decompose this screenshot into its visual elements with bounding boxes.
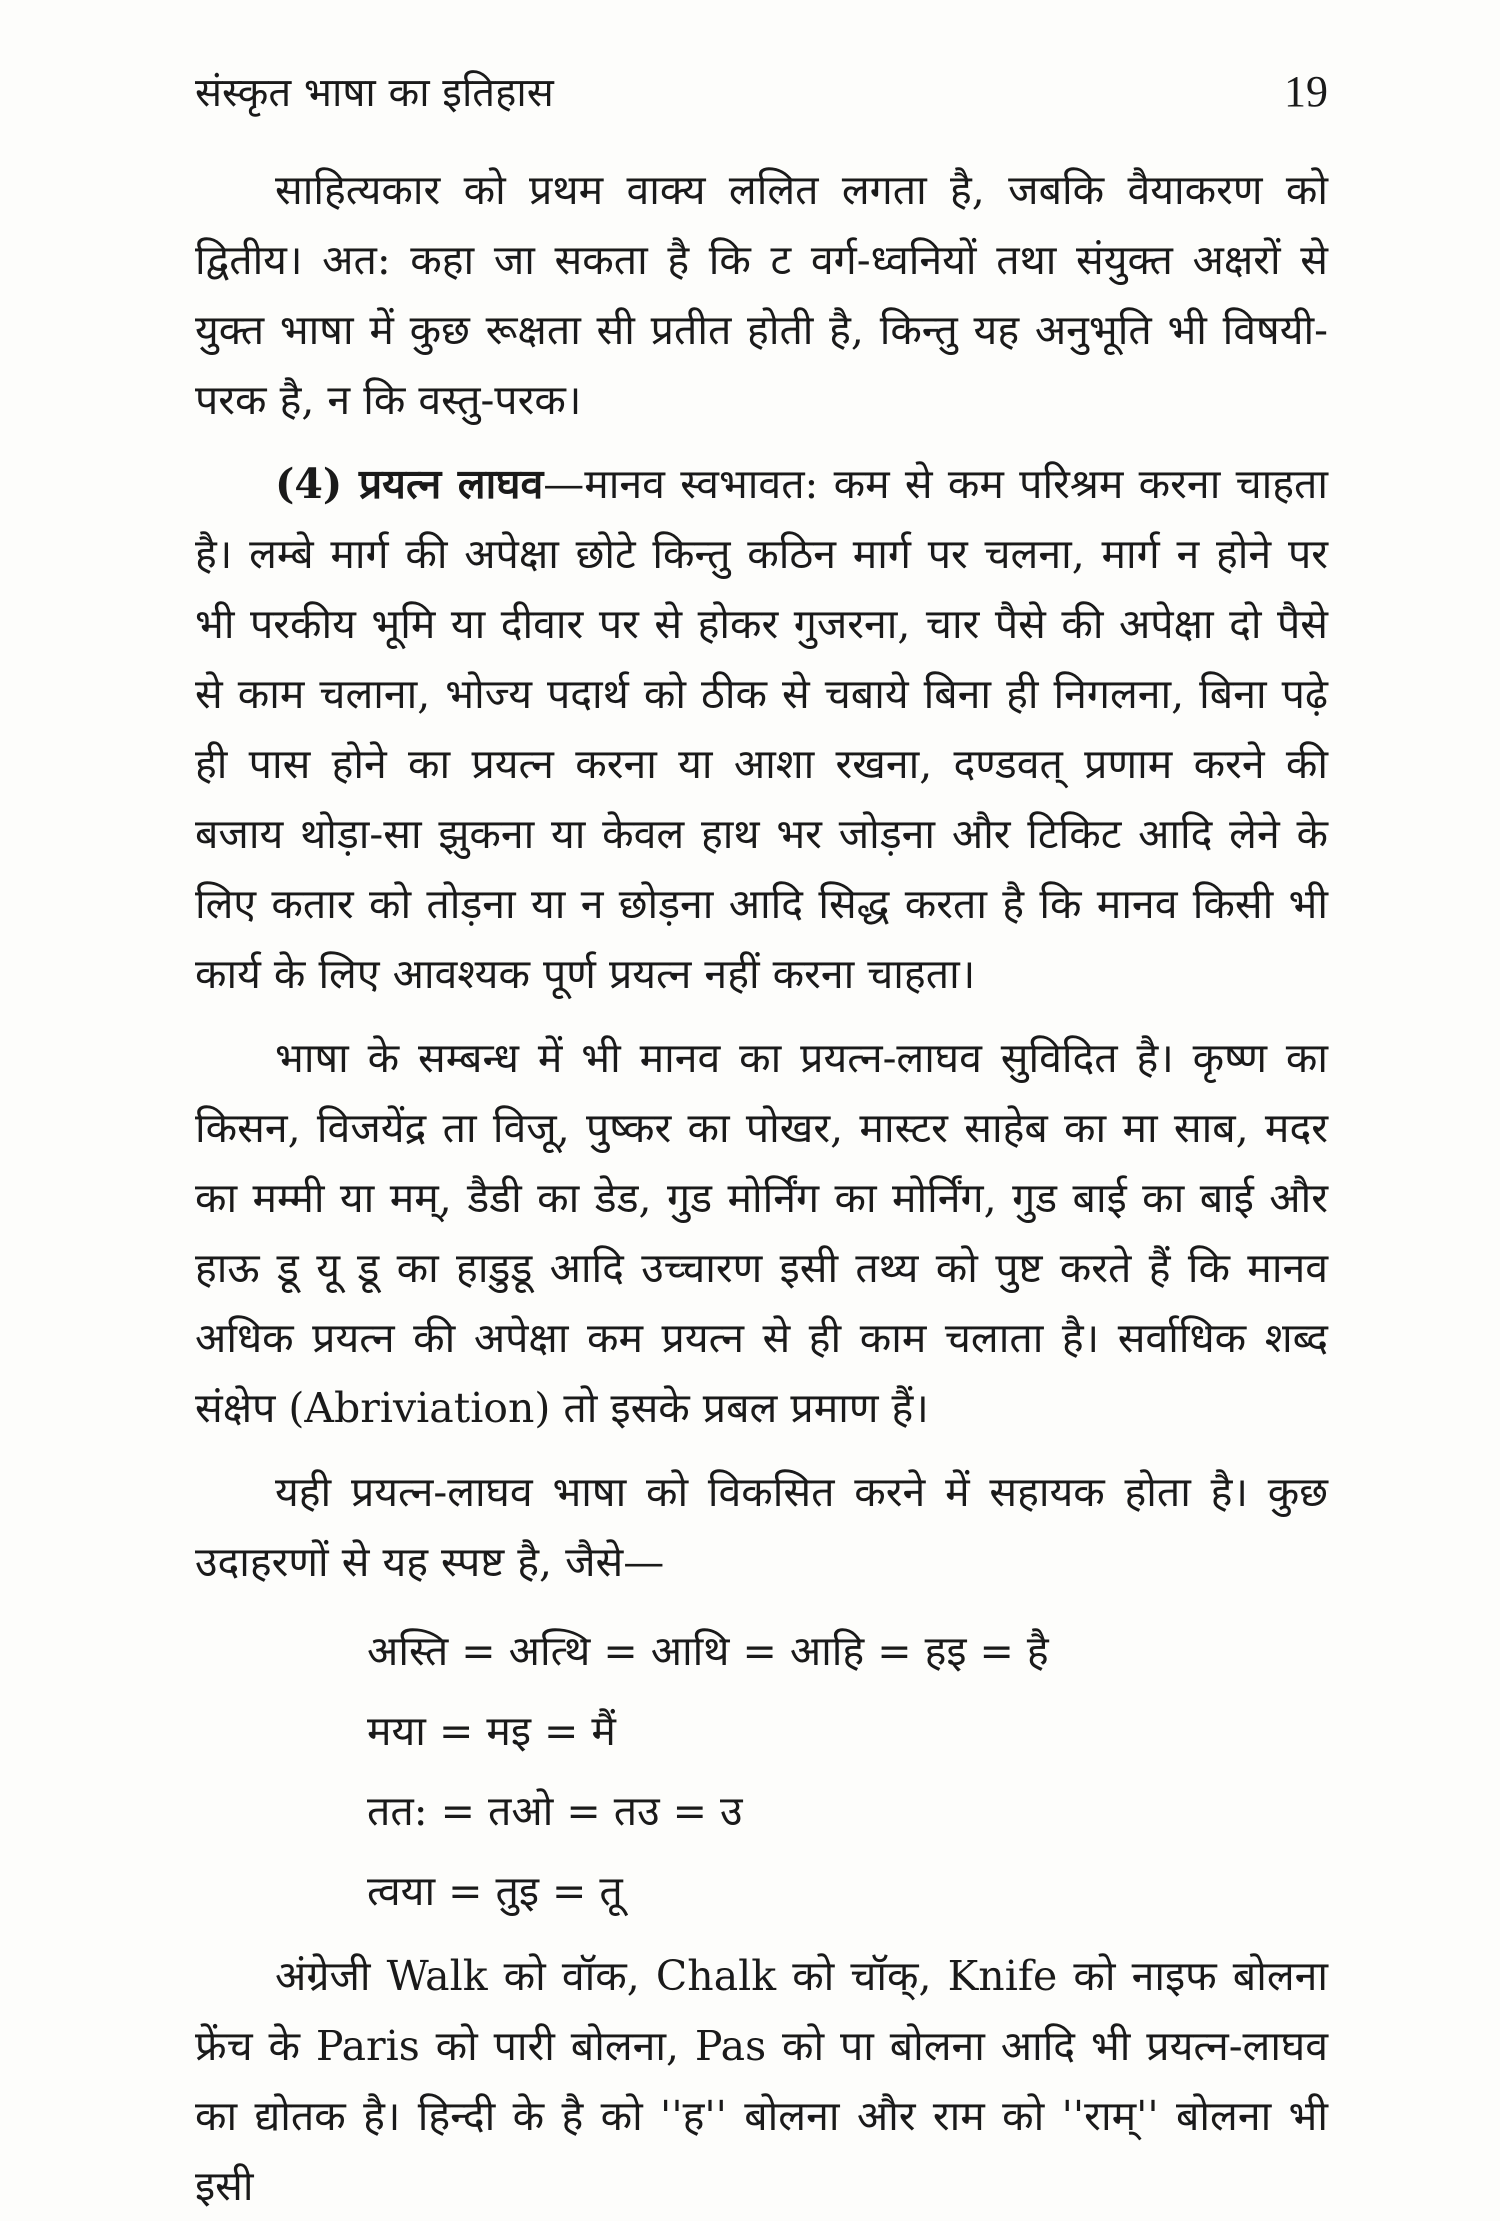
paragraph-2 [195,449,1328,1009]
example-item: तत: = तओ = तउ = उ [367,1787,743,1835]
page-number: 19 [1284,67,1328,116]
example-list [367,1611,1328,1931]
example-item: त्वया = तुइ = तू [367,1867,623,1915]
paragraph-1: साहित्यकार को प्रथम वाक्य ललित लगता है, जबकि वैयाकरण को द्वितीय। अत: कहा जा सकता है कि ट वर्ग-ध्वनियों तथा संयुक्त अक्षरों से युक्त भाषा में कुछ रूक्षता सी प्रतीत होती है, किन्तु यह अनुभूति भी विषयी-परक है, न कि वस्तु-परक। [195,166,1328,424]
paragraph-2-body: —मानव स्वभावत: कम से कम परिश्रम करना चाहता है। लम्बे मार्ग की अपेक्षा छोटे किन्तु कठिन मार्ग पर चलना, मार्ग न होने पर भी परकीय भूमि या दीवार पर से होकर गुजरना, चार पैसे की अपेक्षा दो पैसे से काम चलाना, भोज्य पदार्थ को ठीक से चबाये बिना ही निगलना, बिना पढ़े ही पास होने का प्रयत्न करना या आशा रखना, दण्डवत् प्रणाम करने की बजाय थोड़ा-सा झुकना या केवल हाथ भर जोड़ना और टिकिट आदि लेने के लिए कतार को तोड़ना या न छोड़ना आदि सिद्ध करता है कि मानव किसी भी कार्य के लिए आवश्यक पूर्ण प्रयत्न नहीं करना चाहता। [195,460,1328,998]
example-item: मया = मइ = मैं [367,1707,616,1755]
example-item: अस्ति = अत्थि = आथि = आहि = हइ = है [367,1627,1049,1675]
paragraph-3: भाषा के सम्बन्ध में भी मानव का प्रयत्न-लाघव सुविदित है। कृष्ण का किसन, विजयेंद्र ता विजू, पुष्कर का पोखर, मास्टर साहेब का मा साब, मदर का मम्मी या मम्, डैडी का डेड, गुड मोर्निंग का मोर्निंग, गुड बाई का बाई और हाऊ डू यू डू का हाडुडू आदि उच्चारण इसी तथ्य को पुष्ट करते हैं कि मानव अधिक प्रयत्न की अपेक्षा कम प्रयत्न से ही काम चलाता है। सर्वाधिक शब्द संक्षेप (Abriviation) तो इसके प्रबल प्रमाण हैं। [195,1034,1328,1432]
paragraph-4: यही प्रयत्न-लाघव भाषा को विकसित करने में सहायक होता है। कुछ उदाहरणों से यह स्पष्ट है, जैसे— [195,1468,1328,1586]
running-head-title: संस्कृत भाषा का इतिहास [195,70,554,116]
paragraph-5: अंग्रेजी Walk को वॉक, Chalk को चॉक्, Knife को नाइफ बोलना फ्रेंच के Paris को पारी बोलना, Pas को पा बोलना आदि भी प्रयत्न-लाघव का द्योतक है। हिन्दी के है को ''ह'' बोलना और राम को ''राम्'' बोलना भी इसी [195,1952,1328,2210]
section-heading-prayatna-laghav: (4) प्रयत्न लाघव [275,460,544,508]
running-head [195,66,1328,119]
